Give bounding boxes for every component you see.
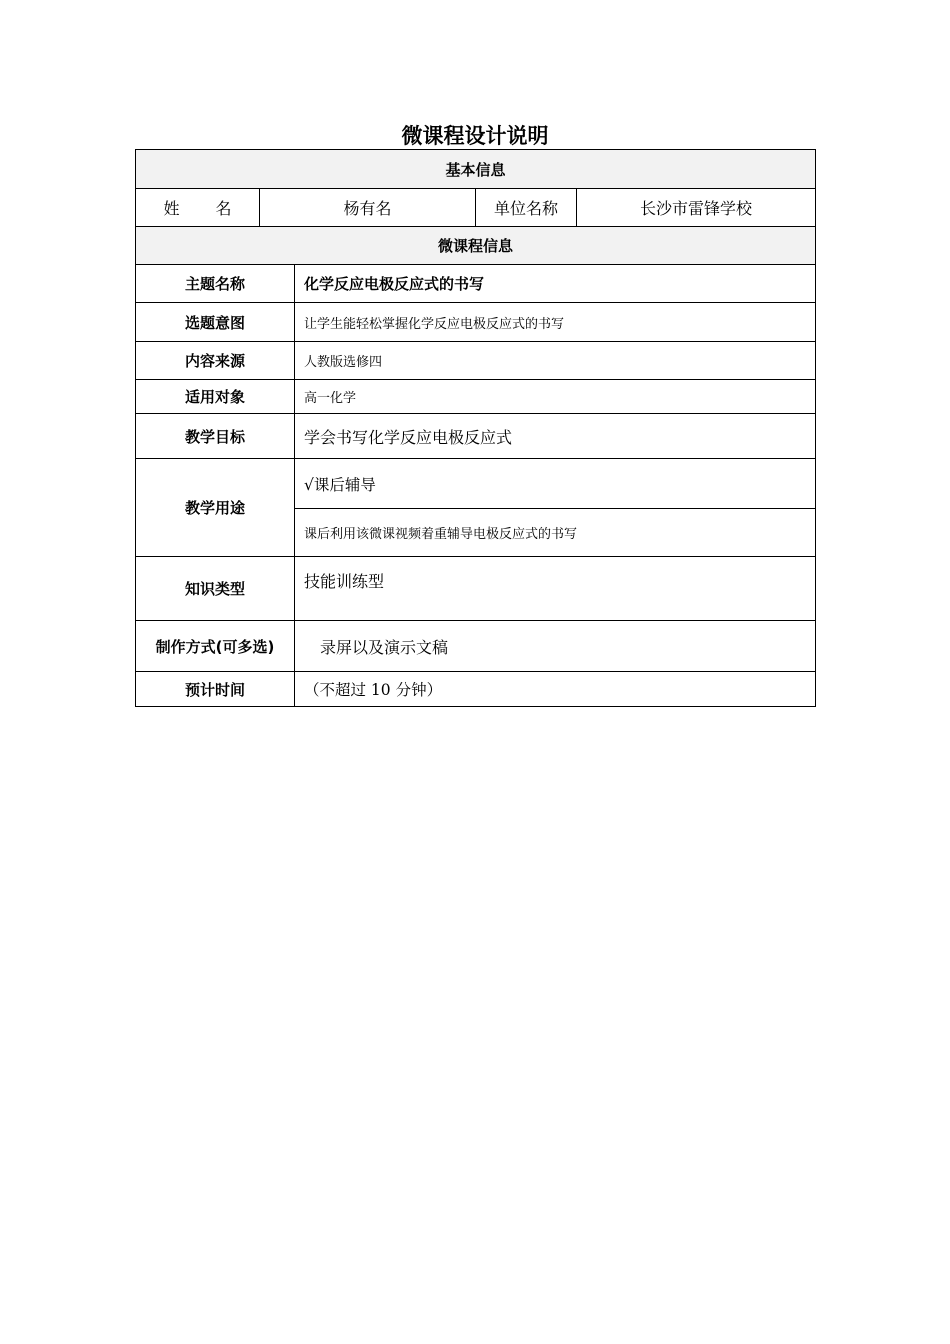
source-value: 人教版选修四 xyxy=(295,342,816,380)
name-label: 姓 名 xyxy=(136,189,260,227)
goal-value: 学会书写化学反应电极反应式 xyxy=(295,414,816,459)
knowledge-label: 知识类型 xyxy=(136,557,295,621)
audience-label: 适用对象 xyxy=(136,380,295,414)
intent-value: 让学生能轻松掌握化学反应电极反应式的书写 xyxy=(295,303,816,342)
name-value: 杨有名 xyxy=(260,189,476,227)
method-label: 制作方式(可多选) xyxy=(136,621,295,672)
audience-value: 高一化学 xyxy=(295,380,816,414)
method-value: 录屏以及演示文稿 xyxy=(295,621,816,672)
usage-label: 教学用途 xyxy=(136,459,295,557)
goal-label: 教学目标 xyxy=(136,414,295,459)
time-label: 预计时间 xyxy=(136,672,295,707)
section-course-info: 微课程信息 xyxy=(136,227,816,265)
source-label: 内容来源 xyxy=(136,342,295,380)
knowledge-value: 技能训练型 xyxy=(295,557,816,621)
topic-label: 主题名称 xyxy=(136,265,295,303)
unit-label: 单位名称 xyxy=(476,189,577,227)
usage-note: 课后利用该微课视频着重辅导电极反应式的书写 xyxy=(295,509,816,557)
time-value: （不超过 10 分钟） xyxy=(295,672,816,707)
topic-value: 化学反应电极反应式的书写 xyxy=(295,265,816,303)
intent-label: 选题意图 xyxy=(136,303,295,342)
document-title: 微课程设计说明 xyxy=(401,124,549,148)
unit-value: 长沙市雷锋学校 xyxy=(577,189,816,227)
usage-check: √课后辅导 xyxy=(295,459,816,509)
section-basic-info: 基本信息 xyxy=(136,150,816,189)
design-table xyxy=(135,149,816,707)
